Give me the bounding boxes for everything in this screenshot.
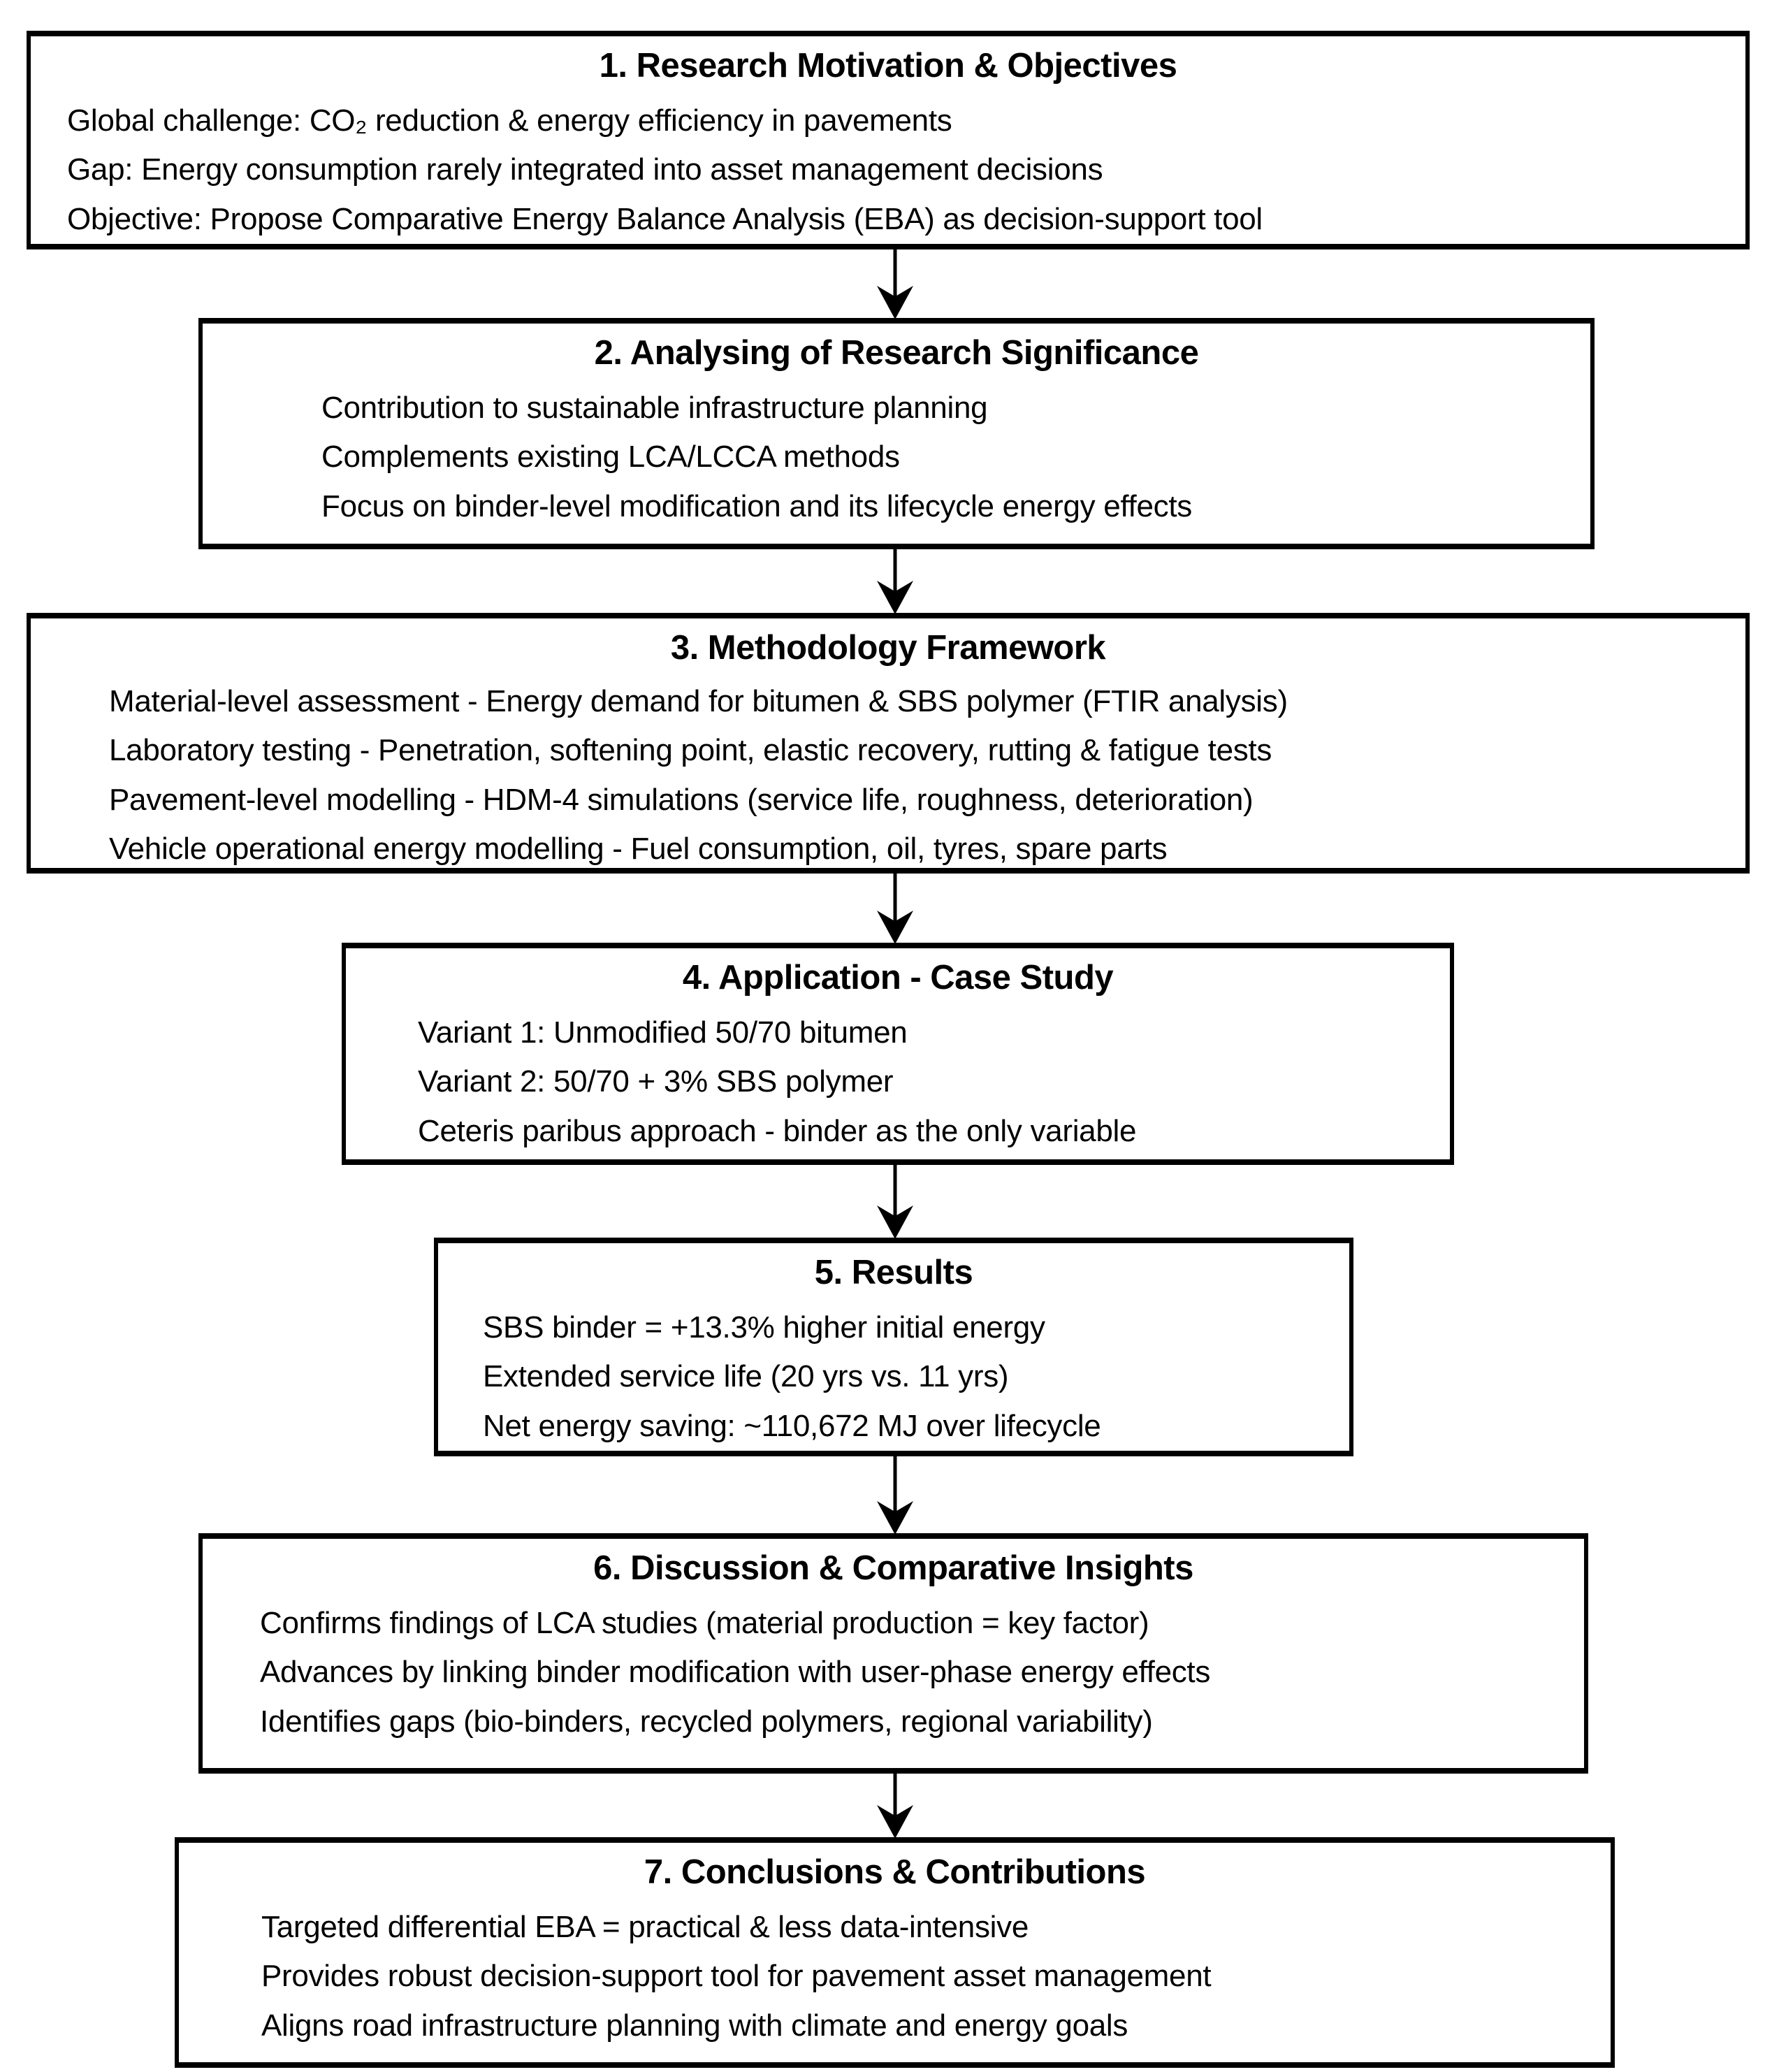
box-body bbox=[203, 1595, 1584, 1746]
box-body bbox=[346, 1004, 1450, 1156]
flow-arrow-3 bbox=[877, 872, 913, 944]
box-line: Laboratory testing - Penetration, softening point, elastic recovery, rutting & fatigue tests bbox=[109, 733, 1272, 768]
flow-arrow-2 bbox=[877, 548, 913, 614]
flow-step-4-application-case-study bbox=[342, 943, 1454, 1165]
flow-arrow-5 bbox=[877, 1455, 913, 1535]
box-line: Material-level assessment - Energy demand for bitumen & SBS polymer (FTIR analysis) bbox=[109, 684, 1288, 718]
box-title: 3. Methodology Framework bbox=[670, 629, 1106, 667]
flow-arrow-6 bbox=[877, 1772, 913, 1839]
box-line: Variant 2: 50/70 + 3% SBS polymer bbox=[418, 1064, 894, 1099]
box-line: Vehicle operational energy modelling - Fuel consumption, oil, tyres, spare parts bbox=[109, 832, 1168, 867]
flow-step-2-research-significance bbox=[198, 318, 1595, 549]
box-title: 1. Research Motivation & Objectives bbox=[599, 47, 1177, 85]
box-title: 7. Conclusions & Contributions bbox=[644, 1853, 1146, 1891]
box-line: Confirms findings of LCA studies (material production = key factor) bbox=[260, 1606, 1149, 1640]
box-line: Pavement-level modelling - HDM-4 simulations (service life, roughness, deterioration) bbox=[109, 782, 1254, 817]
box-title: 5. Results bbox=[814, 1254, 973, 1291]
box-title: 6. Discussion & Comparative Insights bbox=[593, 1549, 1193, 1587]
box-line: Focus on binder-level modification and its lifecycle energy effects bbox=[321, 488, 1192, 523]
box-title: 2. Analysing of Research Significance bbox=[594, 334, 1199, 372]
box-line: SBS binder = +13.3% higher initial energy bbox=[483, 1310, 1045, 1345]
box-line: Net energy saving: ~110,672 MJ over lifecycle bbox=[483, 1408, 1101, 1443]
box-line: Targeted differential EBA = practical & less data-intensive bbox=[261, 1910, 1029, 1944]
box-line: Complements existing LCA/LCCA methods bbox=[321, 440, 900, 474]
flow-step-5-results bbox=[434, 1238, 1353, 1456]
box-line: Contribution to sustainable infrastructure planning bbox=[321, 391, 988, 425]
box-line: Objective: Propose Comparative Energy Balance Analysis (EBA) as decision-support tool bbox=[67, 201, 1263, 236]
flow-arrow-4 bbox=[877, 1164, 913, 1239]
flow-step-3-methodology-framework bbox=[27, 613, 1750, 874]
box-line: Extended service life (20 yrs vs. 11 yrs) bbox=[483, 1359, 1009, 1394]
box-title: 4. Application - Case Study bbox=[682, 959, 1114, 997]
box-line: Gap: Energy consumption rarely integrated into asset management decisions bbox=[67, 152, 1103, 187]
box-body bbox=[203, 379, 1590, 531]
box-body bbox=[438, 1299, 1349, 1451]
box-body bbox=[31, 674, 1745, 874]
box-line: Provides robust decision-support tool for pavement asset management bbox=[261, 1959, 1212, 1994]
flow-step-7-conclusions-contributions bbox=[175, 1837, 1615, 2068]
flow-step-6-discussion-insights bbox=[198, 1533, 1588, 1774]
box-line: Ceteris paribus approach - binder as the only variable bbox=[418, 1113, 1137, 1148]
box-line: Aligns road infrastructure planning with climate and energy goals bbox=[261, 2008, 1128, 2043]
box-line: Advances by linking binder modification with user-phase energy effects bbox=[260, 1655, 1211, 1690]
flow-step-1-research-motivation bbox=[27, 31, 1750, 249]
box-line: Variant 1: Unmodified 50/70 bitumen bbox=[418, 1015, 908, 1050]
box-line: Identifies gaps (bio-binders, recycled polymers, regional variability) bbox=[260, 1704, 1153, 1739]
box-body bbox=[179, 1899, 1611, 2050]
flow-arrow-1 bbox=[877, 248, 913, 319]
box-line: Global challenge: CO₂ reduction & energy efficiency in pavements bbox=[67, 103, 952, 138]
box-body bbox=[31, 92, 1745, 244]
